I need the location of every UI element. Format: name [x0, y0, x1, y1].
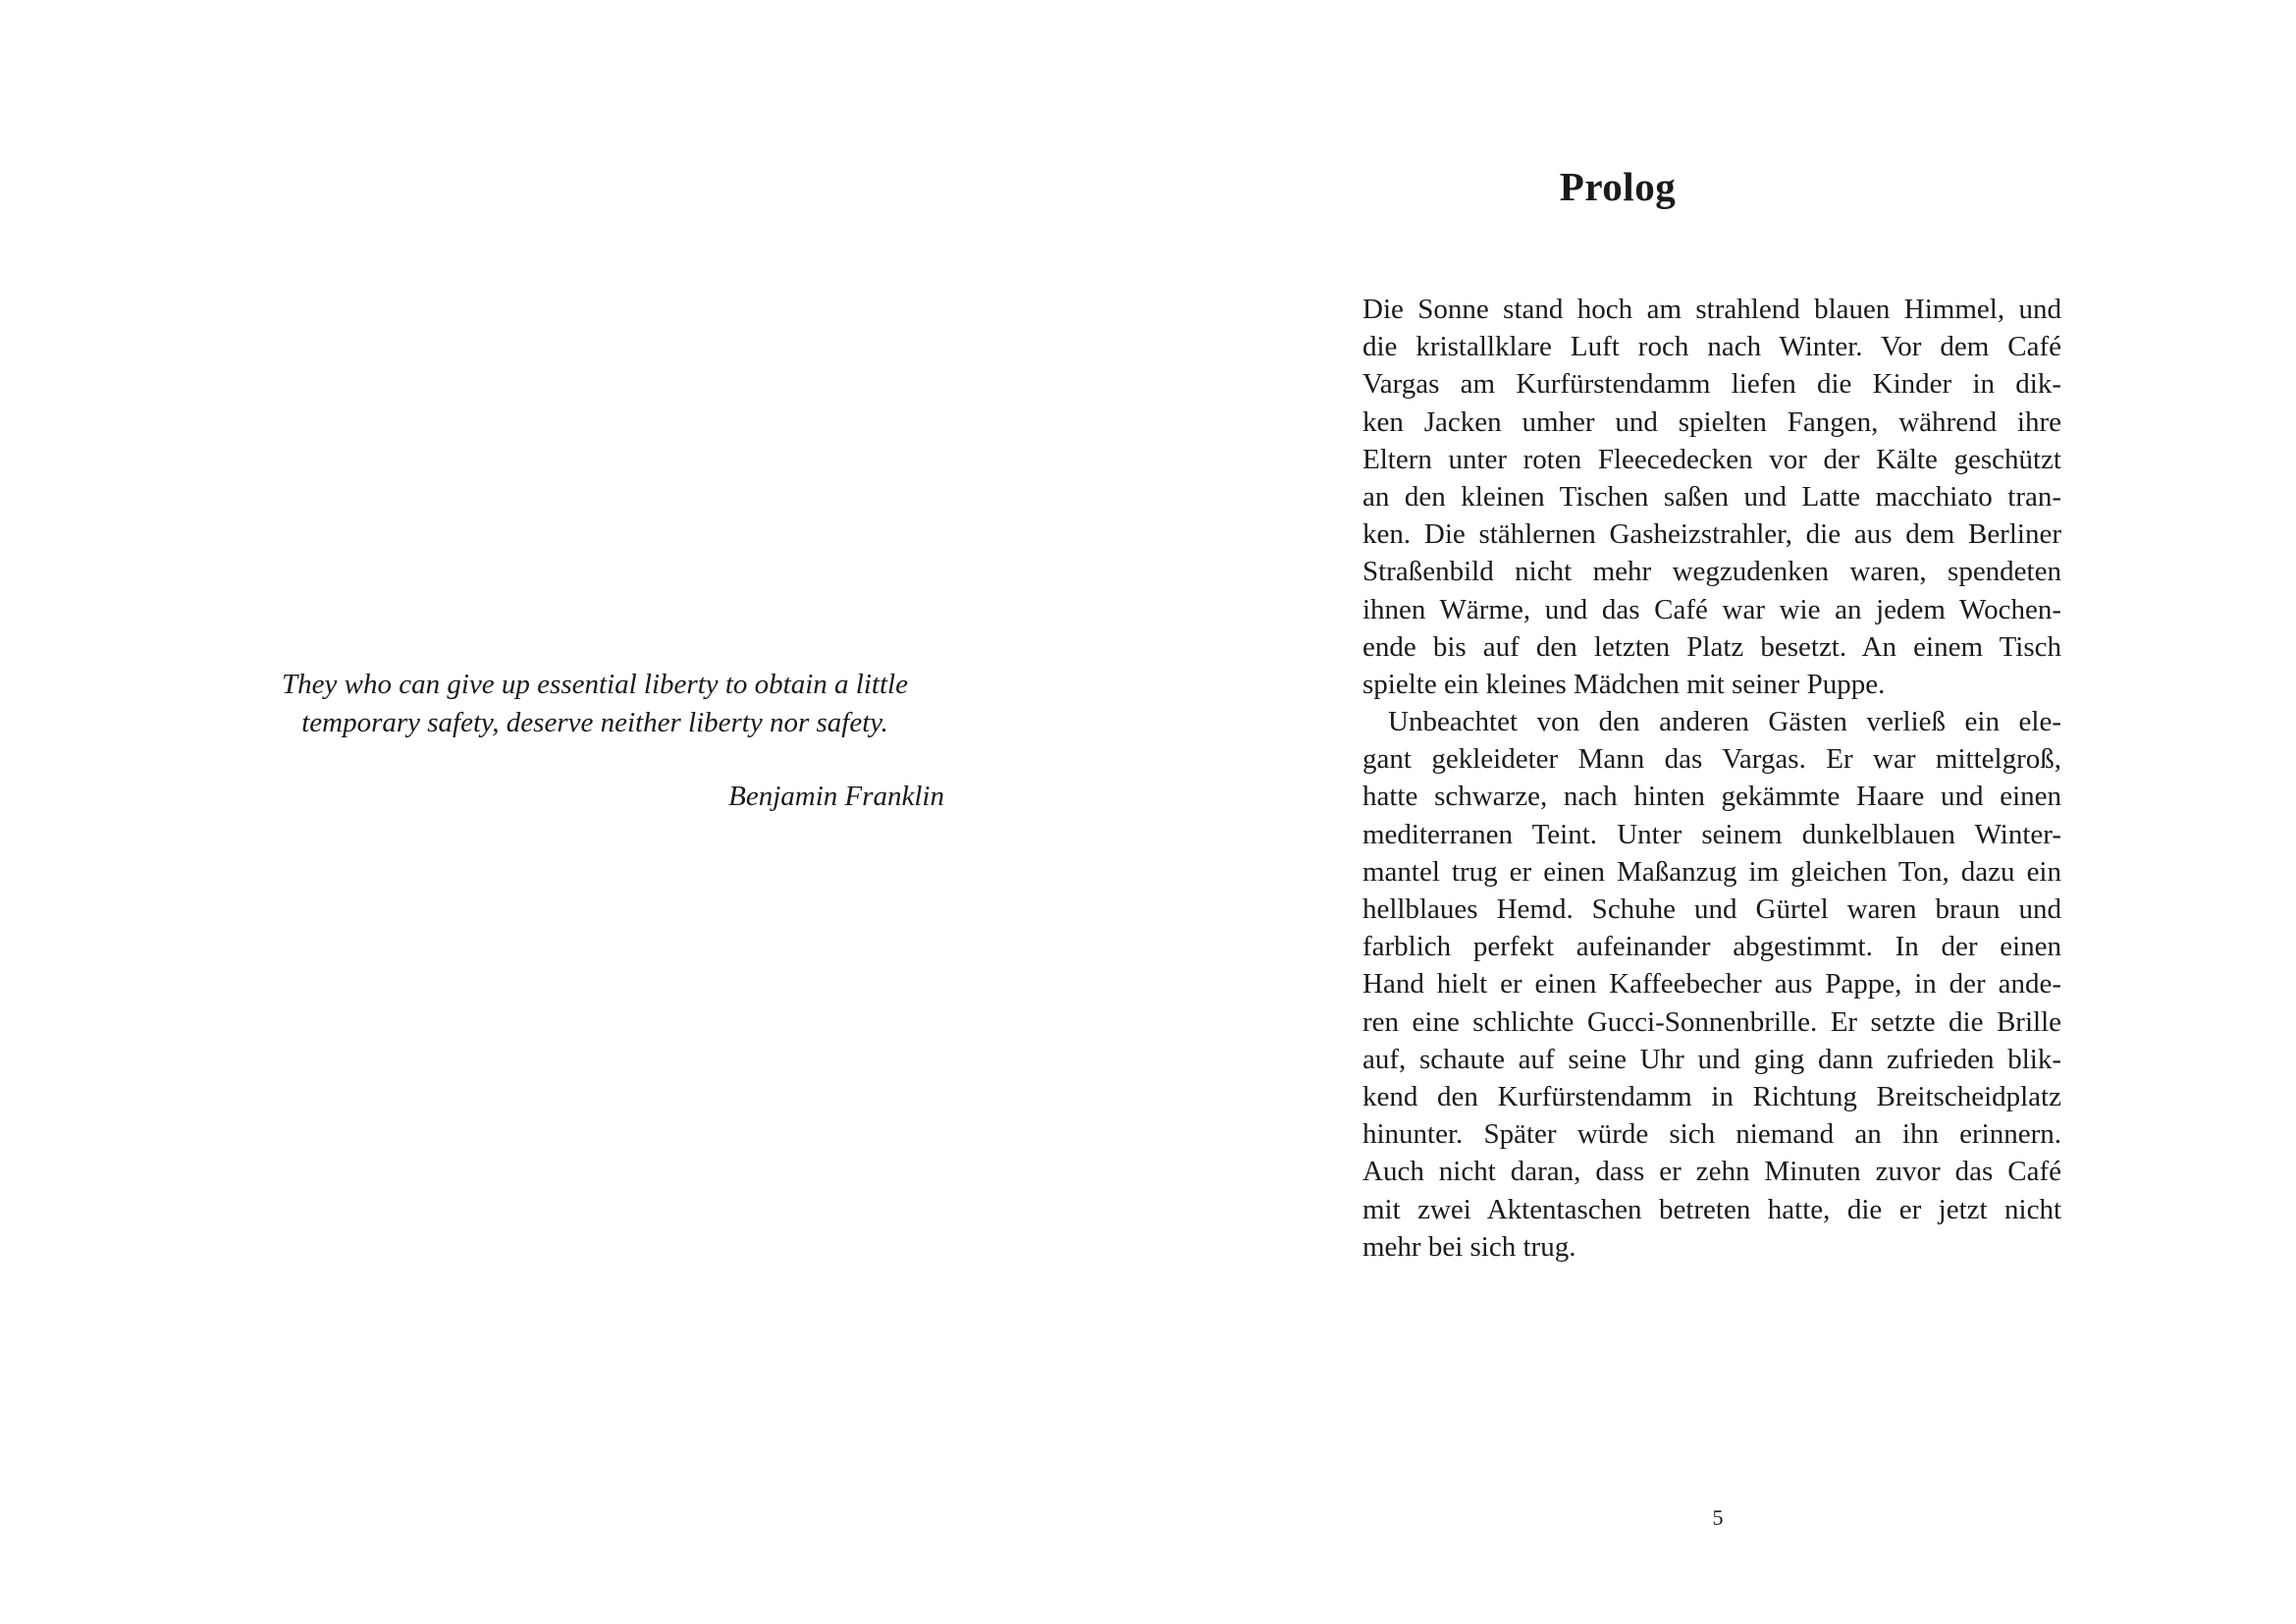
- text-line: mantel trug er einen Maßanzug im gleichen Ton, dazu ein: [1362, 855, 2061, 888]
- text-line: auf, schaute auf seine Uhr und ging dann zufrieden blik-: [1362, 1043, 2061, 1075]
- text-line: Straßenbild nicht mehr wegzudenken waren, spendeten: [1362, 556, 2061, 588]
- text-line: mit zwei Aktentaschen betreten hatte, die er jetzt nicht: [1362, 1193, 2061, 1225]
- text-line: hinunter. Später würde sich niemand an ihn erinnern.: [1362, 1118, 2061, 1151]
- text-line: Vargas am Kurfürstendamm liefen die Kinder in dik-: [1362, 368, 2061, 401]
- epigraph-line: temporary safety, deserve neither liberty nor safety.: [301, 707, 888, 738]
- text-line: hellblaues Hemd. Schuhe und Gürtel waren braun und: [1362, 893, 2061, 925]
- text-line: Hand hielt er einen Kaffeebecher aus Pappe, in der ande-: [1362, 968, 2061, 1001]
- chapter-body: [1362, 291, 2061, 1266]
- epigraph-line: They who can give up essential liberty to obtain a little: [282, 669, 908, 700]
- text-line: hatte schwarze, nach hinten gekämmte Haare und einen: [1362, 781, 2061, 813]
- text-line: ken. Die stählernen Gasheizstrahler, die aus dem Berliner: [1362, 518, 2061, 551]
- text-line: ihnen Wärme, und das Café war wie an jedem Wochen-: [1362, 593, 2061, 625]
- right-page: [1148, 0, 2296, 1624]
- paragraph-1: [1362, 291, 2061, 703]
- text-line: an den kleinen Tischen saßen und Latte macchiato tran-: [1362, 480, 2061, 513]
- text-line: ende bis auf den letzten Platz besetzt. An einem Tisch: [1362, 630, 2061, 663]
- text-line: ken Jacken umher und spielten Fangen, während ihre: [1362, 406, 2061, 438]
- chapter-title: Prolog: [1559, 164, 1677, 209]
- text-line: die kristallklare Luft roch nach Winter. Vor dem Café: [1362, 331, 2061, 363]
- text-line: kend den Kurfürstendamm in Richtung Breitscheidplatz: [1362, 1080, 2061, 1112]
- epigraph: [245, 666, 944, 816]
- text-line: Unbeachtet von den anderen Gästen verließ ein ele-: [1388, 706, 2061, 738]
- text-line: ren eine schlichte Gucci-Sonnenbrille. Er setzte die Brille: [1362, 1005, 2061, 1038]
- text-line: spielte ein kleines Mädchen mit seiner Puppe.: [1362, 668, 1886, 700]
- text-line: farblich perfekt aufeinander abgestimmt. In der einen: [1362, 931, 2061, 963]
- text-line: mehr bei sich trug.: [1362, 1230, 1576, 1263]
- text-line: Auch nicht daran, dass er zehn Minuten zuvor das Café: [1362, 1156, 2061, 1188]
- text-line: gant gekleideter Mann das Vargas. Er war mittelgroß,: [1362, 743, 2061, 776]
- text-line: Die Sonne stand hoch am strahlend blauen Himmel, und: [1362, 294, 2061, 325]
- page-number: 5: [1712, 1505, 1724, 1530]
- epigraph-attribution: Benjamin Franklin: [728, 781, 944, 812]
- text-line: Eltern unter roten Fleecedecken vor der Kälte geschützt: [1362, 443, 2061, 475]
- paragraph-2: [1362, 703, 2061, 1266]
- text-line: mediterranen Teint. Unter seinem dunkelblauen Winter-: [1362, 818, 2061, 850]
